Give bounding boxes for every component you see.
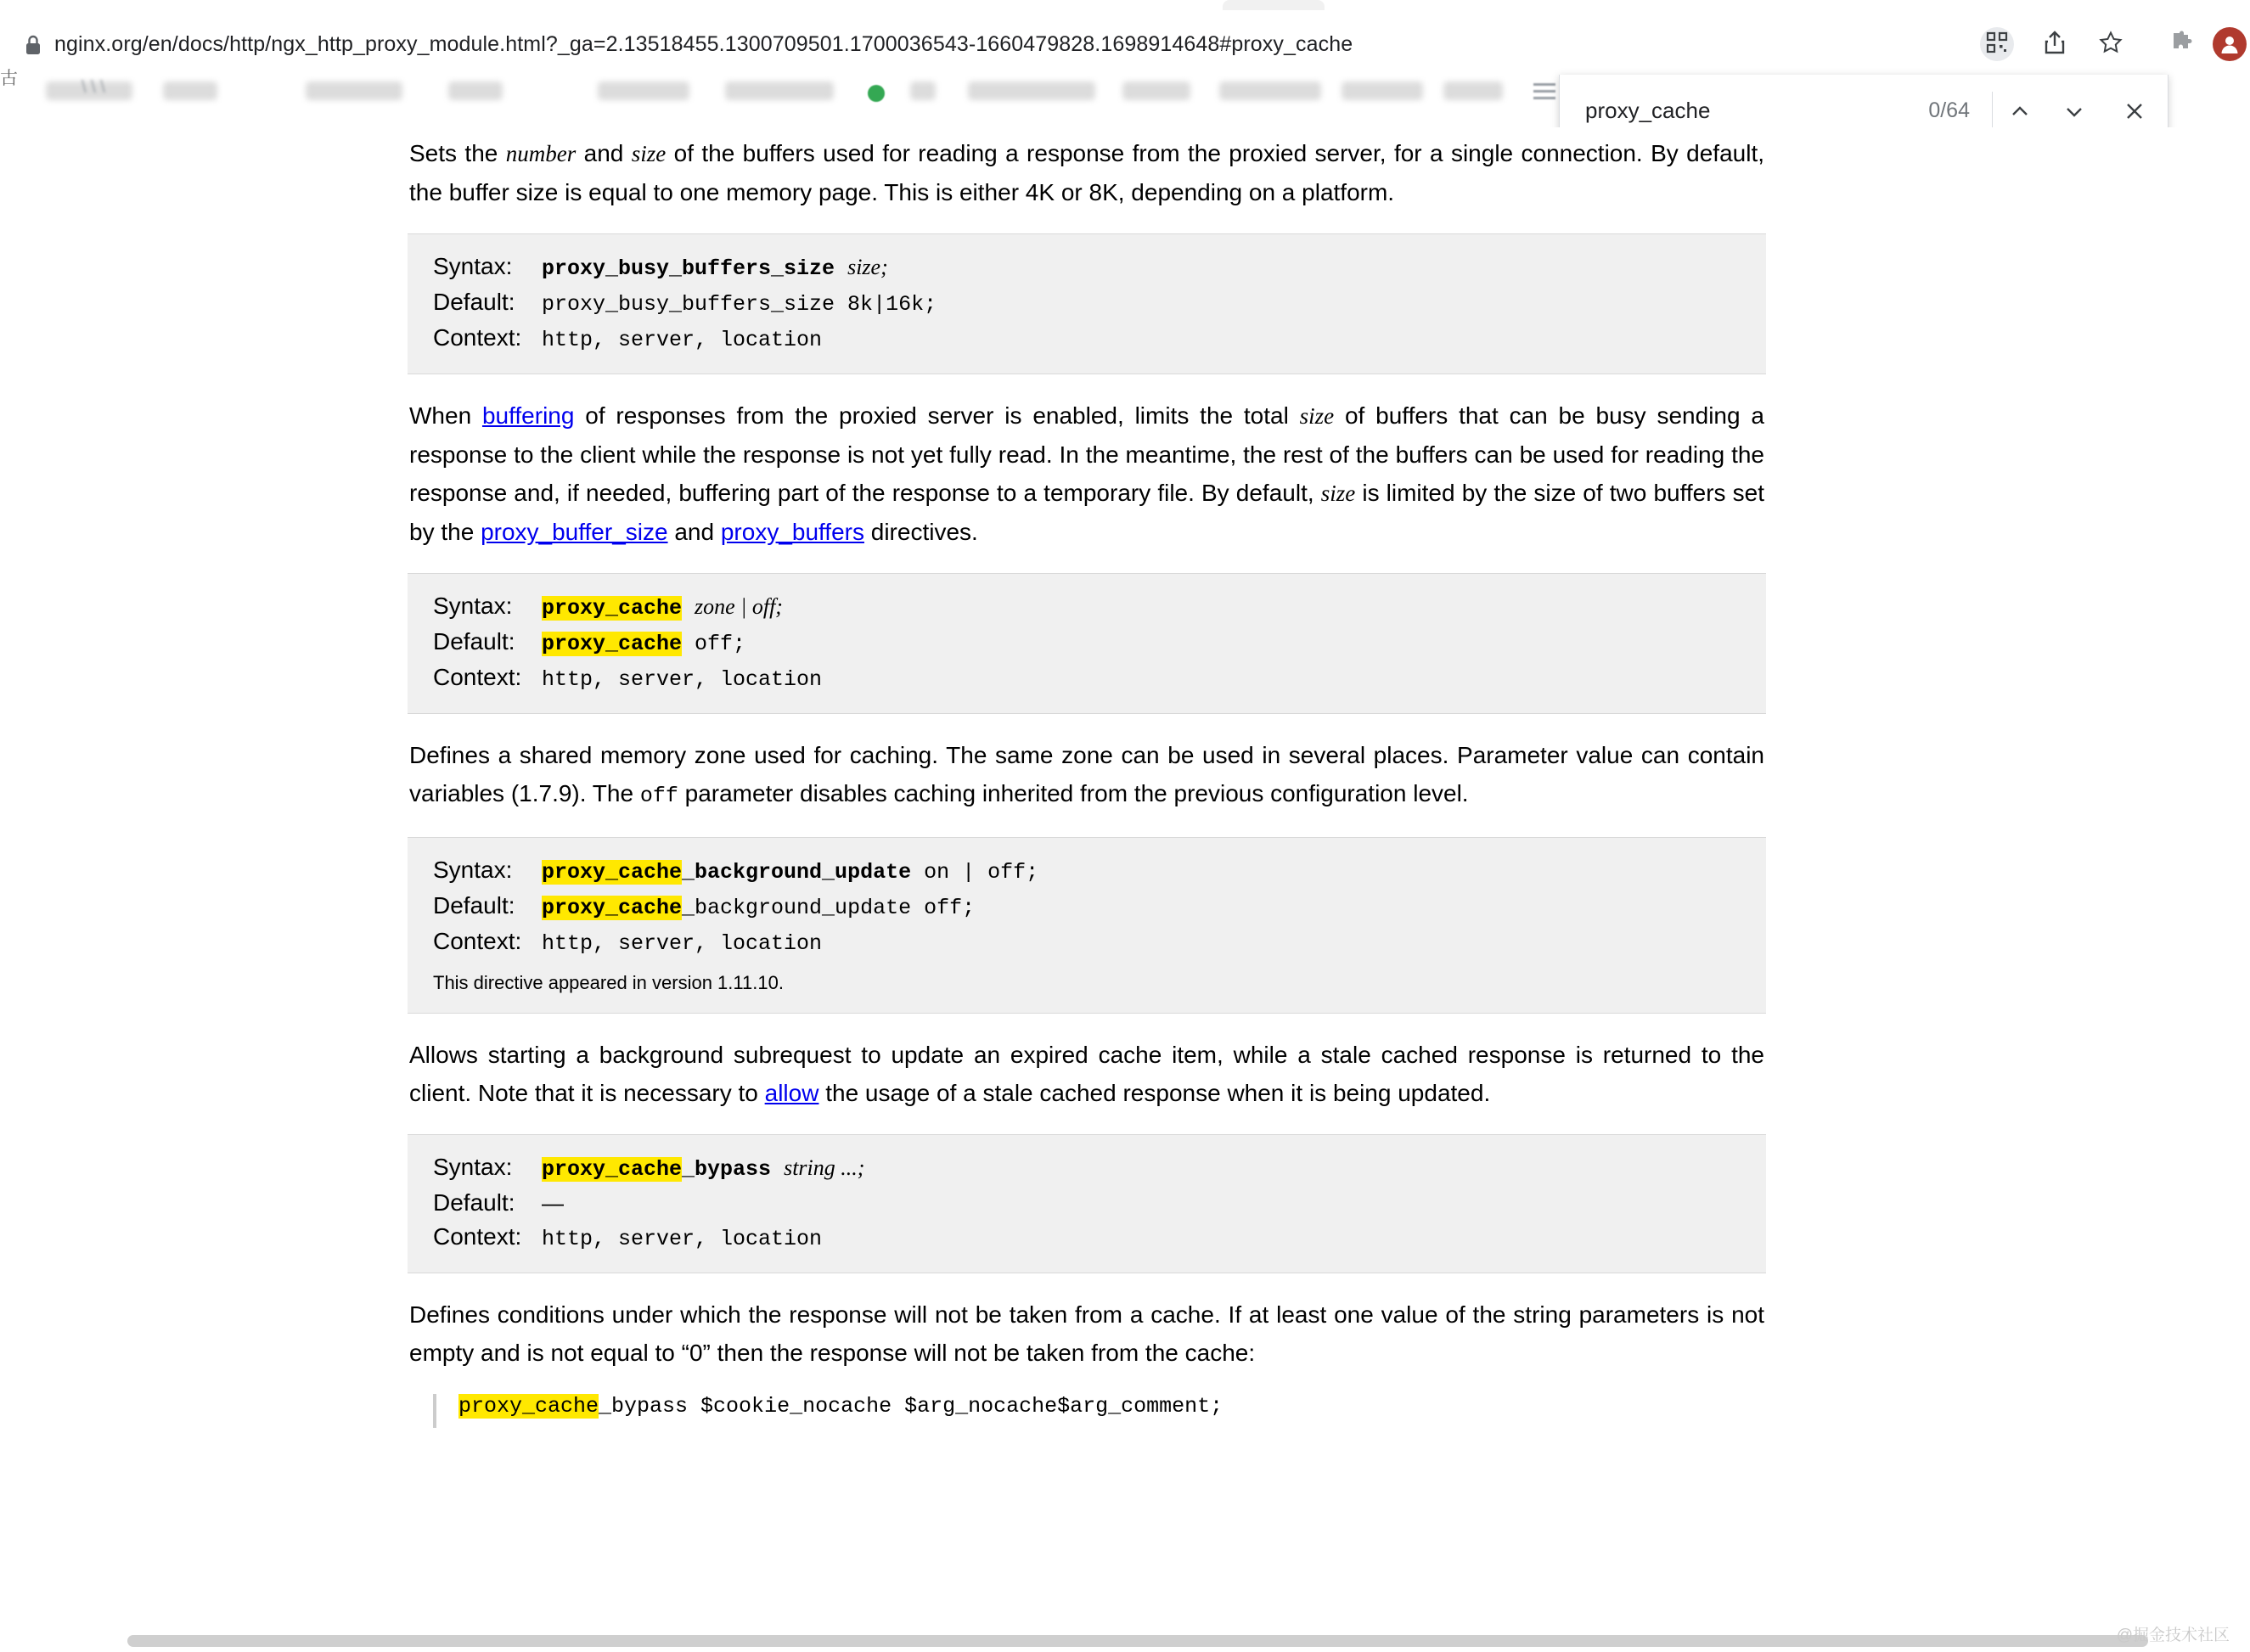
directive-proxy-cache-background-update — [408, 837, 1766, 1014]
close-icon — [2123, 99, 2146, 123]
link-proxy-buffers[interactable]: proxy_buffers — [720, 519, 864, 545]
directive-default-row — [433, 625, 1741, 660]
directive-syntax-row — [433, 853, 1741, 889]
syntax-label: Syntax: — [433, 1154, 513, 1180]
buffering-text-5: and — [667, 519, 721, 545]
lock-icon — [24, 34, 42, 54]
browser-toolbar — [0, 10, 2250, 68]
default-rest: off; — [695, 632, 746, 656]
code-example-block — [408, 1394, 1766, 1428]
context-value: http, server, location — [542, 931, 823, 956]
code-left-bar — [433, 1394, 436, 1428]
default-label: Default: — [433, 289, 515, 315]
syntax-directive-name: proxy_busy_buffers_size — [542, 256, 835, 281]
doc-column — [408, 127, 1766, 1428]
intro-text-2: and — [576, 140, 632, 166]
directive-context-row — [433, 660, 1741, 696]
default-name-highlighted: proxy_cache — [542, 632, 683, 656]
default-name-highlighted: proxy_cache — [542, 896, 683, 920]
directive-syntax-row — [433, 250, 1741, 285]
syntax-name-highlighted: proxy_cache — [542, 860, 683, 885]
syntax-name-tail: _background_update — [682, 860, 912, 885]
context-value: http, server, location — [542, 1227, 823, 1251]
context-value: http, server, location — [542, 328, 823, 352]
directive-context-row — [433, 1220, 1741, 1256]
syntax-label: Syntax: — [433, 253, 513, 279]
find-input[interactable] — [1560, 97, 1928, 125]
intro-italic-size: size — [631, 141, 667, 166]
syntax-name-tail: _bypass — [682, 1157, 772, 1182]
buffering-italic-size-2: size — [1320, 480, 1356, 506]
cache-text-2: parameter disables caching inherited from the previous configuration level. — [678, 780, 1469, 806]
bookmarks-bar[interactable]: 古 \ \ \ — [0, 68, 2250, 117]
horizontal-scrollbar[interactable] — [127, 1635, 2148, 1647]
buffering-text-2: of responses from the proxied server is enabled, limits the total — [574, 402, 1300, 429]
watermark-text: @掘金技术社区 — [2116, 1627, 2230, 1644]
default-label: Default: — [433, 892, 515, 919]
default-value: — — [542, 1190, 564, 1216]
syntax-directive-name-highlighted: proxy_cache — [542, 596, 683, 621]
find-match-count: 0/64 — [1928, 98, 1970, 122]
context-value: http, server, location — [542, 667, 823, 692]
directive-proxy-cache-bypass — [408, 1134, 1766, 1273]
directive-context-row — [433, 321, 1741, 357]
link-proxy-buffer-size[interactable]: proxy_buffer_size — [481, 519, 668, 545]
share-button[interactable] — [2038, 27, 2072, 61]
directive-proxy-cache — [408, 573, 1766, 714]
default-label: Default: — [433, 628, 515, 655]
extensions-puzzle-icon — [2170, 31, 2194, 59]
profile-avatar-button[interactable] — [2211, 25, 2248, 63]
syntax-args: on | off; — [924, 860, 1039, 885]
default-tail: _background_update off; — [682, 896, 976, 920]
page-content — [0, 127, 2250, 1652]
code-highlighted-term: proxy_cache — [458, 1394, 599, 1419]
bookmarks-edge-glyph: 古 — [0, 69, 18, 88]
syntax-label: Syntax: — [433, 593, 513, 619]
bookmark-button[interactable] — [2094, 27, 2128, 61]
syntax-args: size; — [847, 255, 888, 279]
buffering-italic-size-1: size — [1299, 403, 1335, 429]
share-icon — [2044, 30, 2066, 59]
directive-proxy-busy-buffers-size — [408, 233, 1766, 374]
chevron-down-icon — [2062, 99, 2086, 123]
chevron-up-icon — [2008, 99, 2032, 123]
buffering-text-3: of buffers that can be busy sending a response to the client while the response is not yet fully read. In the meantime, the rest of the buffers can be used for reading the response and, if needed, buffering part of the response to a temporary file. By default, — [409, 402, 1764, 506]
directive-syntax-row — [433, 1150, 1741, 1186]
paragraph-proxy-cache-desc — [408, 736, 1766, 815]
bgupdate-text-2: the usage of a stale cached response when it is being updated. — [818, 1080, 1491, 1106]
avatar — [2213, 27, 2247, 61]
qr-code-icon — [1986, 31, 2008, 58]
buffering-text-4: is limited by the size of two buffers set by the — [409, 480, 1764, 545]
buffering-text-1: When — [409, 402, 482, 429]
default-label: Default: — [433, 1189, 515, 1216]
context-label: Context: — [433, 928, 522, 954]
intro-text-1: Sets the — [409, 140, 506, 166]
code-rest: _bypass $cookie_nocache $arg_nocache$arg_comment; — [599, 1394, 1223, 1419]
bookmarks-overflow-icon[interactable] — [1533, 83, 1555, 102]
link-allow[interactable]: allow — [764, 1080, 819, 1106]
context-label: Context: — [433, 664, 522, 690]
paragraph-buffering — [408, 396, 1766, 551]
syntax-args: zone | off; — [695, 594, 783, 619]
intro-italic-number: number — [505, 141, 577, 166]
qr-code-button[interactable] — [1980, 27, 2014, 61]
url-text: nginx.org/en/docs/http/ngx_http_proxy_module.html?_ga=2.13518455.1300709501.1700036543-1660479828.1698914648#proxy_cache — [54, 32, 1353, 56]
directive-default-row — [433, 1186, 1741, 1220]
intro-text-3: of the buffers used for reading a response from the proxied server, for a single connection. By default, the buffer size is equal to one memory page. This is either 4K or 8K, depending on a platform. — [409, 140, 1765, 205]
extensions-button[interactable] — [2165, 27, 2199, 61]
paragraph-buffers-intro — [408, 134, 1766, 211]
syntax-label: Syntax: — [433, 857, 513, 883]
directive-version-note: This directive appeared in version 1.11.10. — [433, 972, 784, 993]
bookmark-star-icon — [2099, 31, 2123, 59]
context-label: Context: — [433, 324, 522, 351]
syntax-name-highlighted: proxy_cache — [542, 1157, 683, 1182]
cache-text-1: Defines a shared memory zone used for caching. The same zone can be used in several places. Parameter value can contain variables (1.7.9). The — [409, 742, 1764, 806]
context-label: Context: — [433, 1223, 522, 1250]
paragraph-bypass-desc — [408, 1295, 1766, 1372]
directive-context-row — [433, 924, 1741, 960]
default-value: proxy_busy_buffers_size 8k|16k; — [542, 292, 937, 317]
bgupdate-text-1: Allows starting a background subrequest to update an expired cache item, while a stale cached response is returned to the client. Note that it is necessary to — [409, 1042, 1764, 1106]
page-bottom-strip — [0, 1623, 2250, 1652]
address-bar[interactable] — [8, 22, 1988, 66]
link-buffering[interactable]: buffering — [481, 402, 575, 429]
bypass-text-1: Defines conditions under which the response will not be taken from a cache. If at least one value of the string parameters is not empty and is not equal to “0” then the response will not be taken from the cache: — [409, 1301, 1764, 1366]
directive-syntax-row — [433, 589, 1741, 625]
paragraph-background-update-desc — [408, 1036, 1766, 1112]
directive-default-row — [433, 889, 1741, 924]
cache-code-off: off — [639, 784, 678, 808]
directive-default-row — [433, 285, 1741, 321]
syntax-args: string ...; — [784, 1155, 865, 1180]
buffering-text-6: directives. — [863, 519, 978, 545]
